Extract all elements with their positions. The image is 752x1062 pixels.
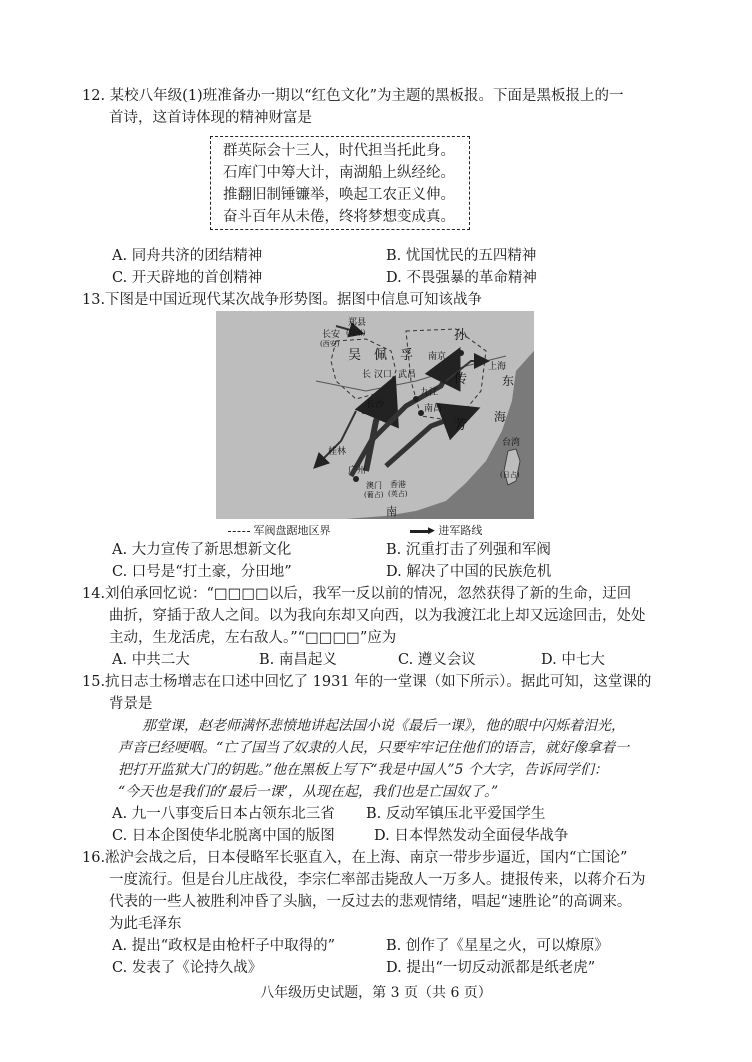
q16-line4: 为此毛泽东	[109, 916, 182, 932]
label-zhengzhou: 郑县	[348, 318, 367, 328]
poem-line: 奋斗百年从未倦，终将梦想变成真。	[223, 209, 455, 225]
q15-quote-line4: “今天也是我们的‘最后一课’，从现在起，我们也是亡国奴了。”	[118, 784, 499, 800]
q12-option-d[interactable]: D. 不畏强暴的革命精神	[386, 270, 537, 286]
q16-line2: 一度流行。但是台儿庄战役，李宗仁率部击毙敌人一万多人。捷报传来，以蒋介石为	[109, 872, 646, 888]
q15-quote-line2: 声音已经哽咽。“亡了国当了奴隶的人民，只要牢牢记住他们的语言，就好像拿着一	[118, 740, 630, 756]
q13-option-c[interactable]: C. 口号是“打土豪，分田地”	[112, 564, 292, 580]
q16-line3: 代表的一些人被胜利冲昏了头脑，一反过去的悲观情绪，唱起“速胜论”的高调来。	[109, 894, 632, 910]
q15-option-c[interactable]: C. 日本企图使华北脱离中国的版图	[112, 828, 335, 844]
q15-option-d[interactable]: D. 日本悍然发动全面侵华战争	[374, 828, 569, 844]
q13-option-a[interactable]: A. 大力宣传了新思想新文化	[112, 542, 292, 558]
q14-line3: 主动，生龙活虎，左右敌人。”“□□□□”应为	[109, 630, 397, 646]
label-hankou: 长 汉口	[362, 370, 392, 380]
q12-option-b[interactable]: B. 忧国忧民的五四精神	[386, 248, 537, 264]
legend-border-label: 军阀盘踞地区界	[253, 524, 331, 537]
q16-option-d[interactable]: D. 提出“一切反动派都是纸老虎”	[386, 960, 596, 976]
q16-line1: 16.淞沪会战之后，日本侵略军长驱直入，在上海、南京一带步步逼近，国内“亡国论”	[82, 850, 628, 866]
q15-option-b[interactable]: B. 反动军镇压北平爱国学生	[366, 806, 546, 822]
q13-stem: 13.下图是中国近现代某次战争形势图。据图中信息可知该战争	[82, 292, 483, 308]
label-wuchang: 武昌	[398, 370, 417, 380]
label-hai: 海	[494, 410, 507, 424]
poem-line: 推翻旧制锤镰举，唤起工农正义伸。	[223, 187, 455, 203]
q13-option-d[interactable]: D. 解决了中国的民族危机	[386, 564, 552, 580]
q15-line2: 背景是	[109, 696, 153, 712]
legend-border	[228, 522, 331, 538]
poem-line: 石库门中筹大计，南湖船上纵经纶。	[223, 165, 455, 181]
q14-option-a[interactable]: A. 中共二大	[112, 652, 190, 668]
label-jiujiang: 九江	[420, 388, 439, 398]
label-changsha: 长沙	[366, 400, 385, 410]
label-hongkong: 香港	[390, 480, 406, 489]
label-hongkong-sub: (英占)	[388, 490, 408, 498]
page-footer: 八年级历史试题，第 3 页（共 6 页）	[260, 985, 492, 1001]
label-nan: 南	[386, 505, 397, 518]
q15-option-a[interactable]: A. 九一八事变后日本占领东北三省	[112, 806, 335, 822]
q12-stem-line1: 12. 某校八年级(1)班准备办一期以“红色文化”为主题的黑板报。下面是黑板报上的一	[82, 88, 624, 104]
legend-route	[410, 522, 482, 538]
label-taiwan: 台湾	[502, 438, 521, 448]
arrow-icon	[410, 530, 428, 533]
arrowhead-icon: ▶	[428, 526, 435, 536]
q14-option-b[interactable]: B. 南昌起义	[259, 652, 337, 668]
label-macau: 澳门	[366, 481, 382, 490]
q14-option-c[interactable]: C. 遵义会议	[398, 652, 476, 668]
label-chuan: 传	[454, 372, 468, 387]
label-fu: 孚	[400, 348, 414, 363]
label-sun: 孙	[454, 328, 468, 343]
label-shanghai: 上海	[488, 362, 507, 372]
q12-option-a[interactable]: A. 同舟共济的团结精神	[112, 248, 263, 264]
q16-option-a[interactable]: A. 提出“政权是由枪杆子中取得的”	[112, 938, 336, 954]
label-changan: 长安	[322, 330, 341, 340]
label-fang: 芳	[454, 418, 468, 433]
poem-line: 群英际会十三人，时代担当托此身。	[223, 143, 455, 159]
label-nanjing: 南京	[428, 352, 447, 362]
label-nanchang: 南昌	[424, 404, 443, 414]
q16-option-b[interactable]: B. 创作了《星星之火，可以燎原》	[386, 938, 609, 954]
label-wu: 吴	[348, 348, 362, 363]
q13-option-b[interactable]: B. 沉重打击了列强和军阀	[386, 542, 551, 558]
q12-poem-box	[210, 136, 470, 230]
label-guangzhou: 广州	[348, 466, 367, 476]
q15-line1: 15.抗日志士杨增志在口述中回忆了 1931 年的一堂课（如下所示）。据此可知，这堂课的	[82, 674, 652, 690]
q15-quote-line1: 那堂课，赵老师满怀悲愤地讲起法国小说《最后一课》，他的眼中闪烁着泪光，	[142, 718, 625, 734]
map-graphic	[216, 311, 534, 519]
label-taiwan-sub: (日占)	[500, 471, 520, 479]
q12-option-c[interactable]: C. 开天辟地的首创精神	[112, 270, 263, 286]
q12-stem-line2: 首诗，这首诗体现的精神财富是	[109, 110, 312, 126]
q14-option-d[interactable]: D. 中七大	[541, 652, 605, 668]
legend-route-label: 进军路线	[438, 524, 483, 537]
dashed-line-icon	[228, 531, 250, 532]
q14-line1: 14.刘伯承回忆说：“□□□□以后，我军一反以前的情况，忽然获得了新的生命，迂回	[82, 586, 632, 602]
q16-option-c[interactable]: C. 发表了《论持久战》	[112, 960, 263, 976]
label-pei: 佩	[374, 348, 388, 363]
label-guilin: 桂林	[328, 447, 347, 457]
label-changan-sub: (西安)	[320, 340, 340, 348]
q15-quote-line3: 把打开监狱大门的钥匙。”他在黑板上写下“我是中国人”5 个大字，告诉同学们：	[118, 762, 608, 778]
q14-line2: 曲折，穿插于敌人之间。以为我向东却又向西，以为我渡江北上却又远途回击，处处	[109, 608, 646, 624]
label-zhengzhou-sub: (郑州)	[346, 329, 366, 337]
label-dong: 东	[502, 374, 515, 388]
northern-expedition-map	[216, 311, 534, 519]
label-macau-sub: (葡占)	[364, 491, 384, 499]
